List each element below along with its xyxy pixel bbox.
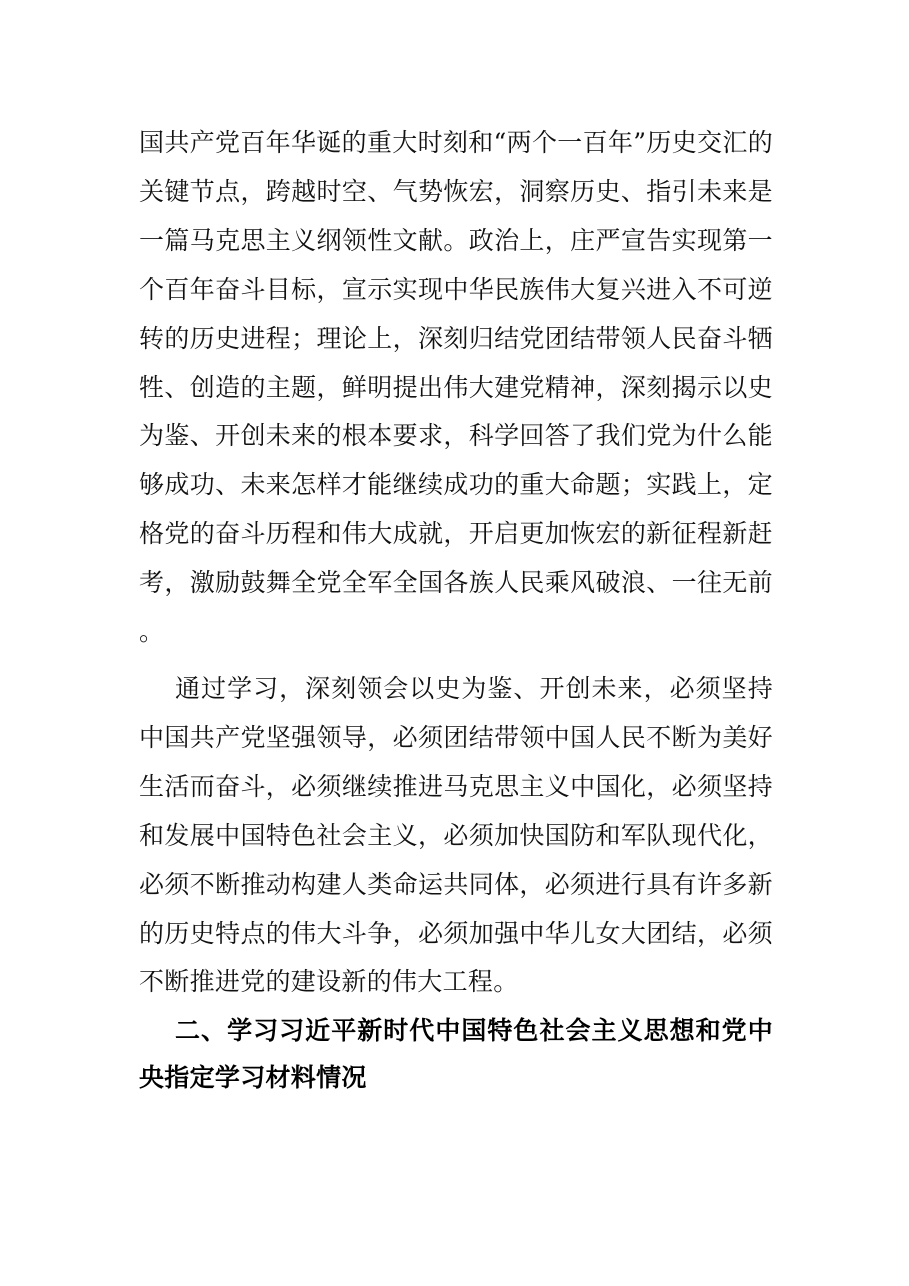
body-paragraph-continuation: 国共产党百年华诞的重大时刻和“两个一百年”历史交汇的关键节点，跨越时空、气势恢宏，洞察历史、指引未来是一篇马克思主义纲领性文献。政治上，庄严宣告实现第一个百年奋斗目标，宣示实现中华民族伟大复兴进入不可逆转的历史进程；理论上，深刻归结党团结带领人民奋斗牺牲、创造的主题，鲜明提出伟大建党精神，深刻揭示以史为鉴、开创未来的根本要求，科学回答了我们党为什么能够成功、未来怎样才能继续成功的重大命题；实践上，定格党的奋斗历程和伟大成就，开启更加恢宏的新征程新赶考，激励鼓舞全党全军全国各族人民乘风破浪、一往无前。 <box>139 128 773 647</box>
section-heading: 二、学习习近平新时代中国特色社会主义思想和党中央指定学习材料情况 <box>139 1016 773 1093</box>
document-body <box>139 119 773 1101</box>
body-paragraph-study-summary: 通过学习，深刻领会以史为鉴、开创未来，必须坚持中国共产党坚强领导，必须团结带领中国人民不断为美好生活而奋斗，必须继续推进马克思主义中国化，必须坚持和发展中国特色社会主义，必须加快国防和军队现代化，必须不断推动构建人类命运共同体，必须进行具有许多新的历史特点的伟大斗争，必须加强中华儿女大团结，必须不断推进党的建设新的伟大工程。 <box>139 673 773 997</box>
